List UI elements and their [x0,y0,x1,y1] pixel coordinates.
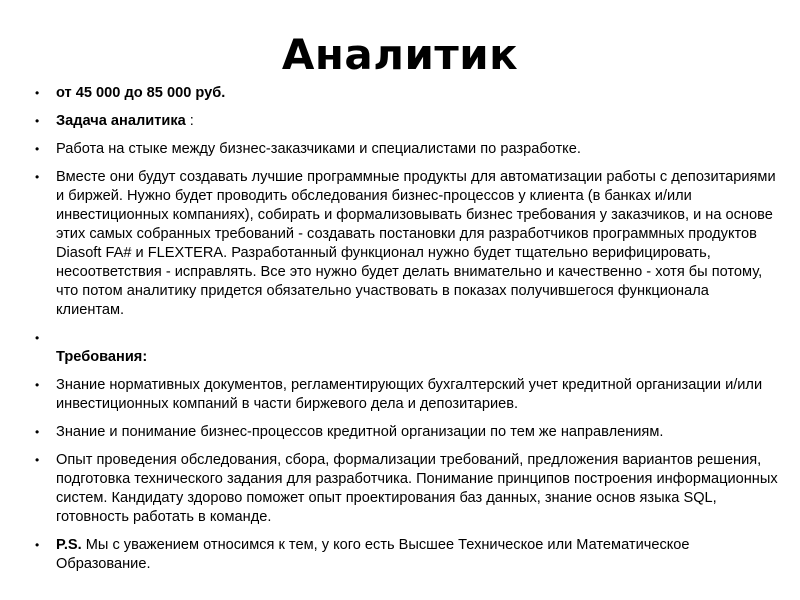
ps-text: Мы с уважением относимся к тем, у кого есть Высшее Техническое или Математическое Образование. [56,537,690,572]
bullet-icon: • [35,86,40,100]
list-item-task-intro [35,140,780,159]
list-item-requirements-label [35,329,780,367]
bullet-list [35,84,780,583]
bullet-icon: • [35,538,40,552]
task-description-text: Вместе они будут создавать лучшие программные продукты для автоматизации работы с депозитариями и биржей. Нужно будет проводить обследования бизнес-процессов у клиента (в банках и/или инвестиционных компаниях), собирать и формализовывать бизнес требования у заказчиков, и на основе этих самых собранных требований - создавать постановки для разработчиков программных продуктов Diasoft FA# и FLEXTERA. Разработанный функционал нужно будет тщательно верифицировать, несоответствия - исправлять. Все это нужно будет делать внимательно и качественно - хотя бы потому, что потом аналитику придется обязательно участвовать в показах получившегося функционала клиентам. [56,169,776,318]
salary-text: от 45 000 до 85 000 руб. [56,85,226,101]
requirements-label: Требования: [56,349,148,365]
list-item-requirement [35,376,780,414]
bullet-icon: • [35,425,40,439]
bullet-icon: • [35,331,40,345]
requirement-text: Знание нормативных документов, регламентирующих бухгалтерский учет кредитной организации и/или инвестиционных компаний в части биржевого дела и депозитариев. [56,377,763,412]
task-label-suffix: : [185,113,194,129]
list-item-task-label [35,112,780,131]
bullet-icon: • [35,114,40,128]
bullet-icon: • [35,142,40,156]
bullet-icon: • [35,170,40,184]
ps-label: P.S. [56,537,82,553]
list-item-requirement [35,423,780,442]
bullet-icon: • [35,378,40,392]
task-label: Задача аналитика [56,113,186,129]
requirement-text: Опыт проведения обследования, сбора, формализации требований, предложения вариантов решения, подготовка технического задания для разработчика. Понимание принципов построения информационных систем. Кандидату здорово поможет опыт проектирования баз данных, знание основ языка SQL, готовность работать в команде. [56,452,778,525]
list-item-requirement [35,451,780,527]
list-item-ps [35,536,780,574]
slide-title: Аналитик [281,30,519,79]
list-item-task-description [35,168,780,320]
task-intro-text: Работа на стыке между бизнес-заказчиками и специалистами по разработке. [56,141,581,157]
list-item-salary [35,84,780,103]
bullet-icon: • [35,453,40,467]
requirement-text: Знание и понимание бизнес-процессов кредитной организации по тем же направлениям. [56,424,664,440]
